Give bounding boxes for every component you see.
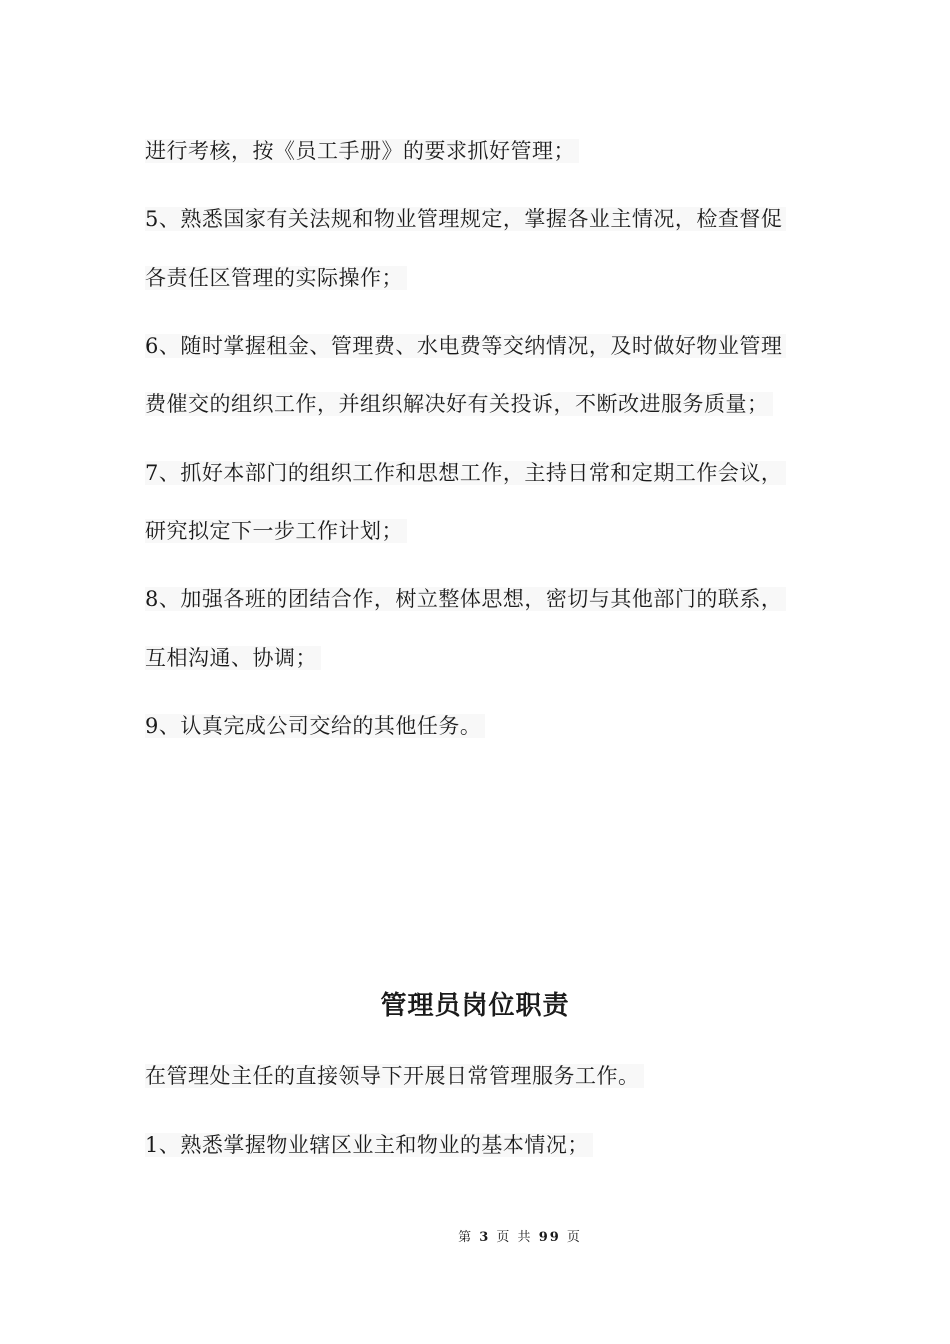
current-page-number: 3 xyxy=(479,1230,491,1245)
paragraph-line: 进行考核，按《员工手册》的要求抓好管理； xyxy=(145,136,579,166)
paragraph-line: 各责任区管理的实际操作； xyxy=(145,263,407,293)
paragraph-line: 5、熟悉国家有关法规和物业管理规定，掌握各业主情况，检查督促 xyxy=(145,204,786,234)
footer-prefix: 第 xyxy=(458,1230,474,1245)
paragraph-line: 8、加强各班的团结合作，树立整体思想，密切与其他部门的联系， xyxy=(145,584,786,614)
page-footer xyxy=(0,1226,950,1245)
footer-mid: 页 共 xyxy=(496,1230,533,1245)
footer-suffix: 页 xyxy=(566,1230,582,1245)
total-page-count: 99 xyxy=(538,1230,561,1245)
section-intro: 在管理处主任的直接领导下开展日常管理服务工作。 xyxy=(145,1061,644,1091)
paragraph-line: 9、认真完成公司交给的其他任务。 xyxy=(145,711,485,741)
paragraph-line: 费催交的组织工作，并组织解决好有关投诉，不断改进服务质量； xyxy=(145,389,773,419)
paragraph-line: 研究拟定下一步工作计划； xyxy=(145,516,407,546)
paragraph-line: 7、抓好本部门的组织工作和思想工作，主持日常和定期工作会议， xyxy=(145,458,786,488)
paragraph-line: 互相沟通、协调； xyxy=(145,643,321,673)
section-item: 1、熟悉掌握物业辖区业主和物业的基本情况； xyxy=(145,1130,593,1160)
paragraph-line: 6、随时掌握租金、管理费、水电费等交纳情况，及时做好物业管理 xyxy=(145,331,786,361)
section-title: 管理员岗位职责 xyxy=(380,991,570,1021)
